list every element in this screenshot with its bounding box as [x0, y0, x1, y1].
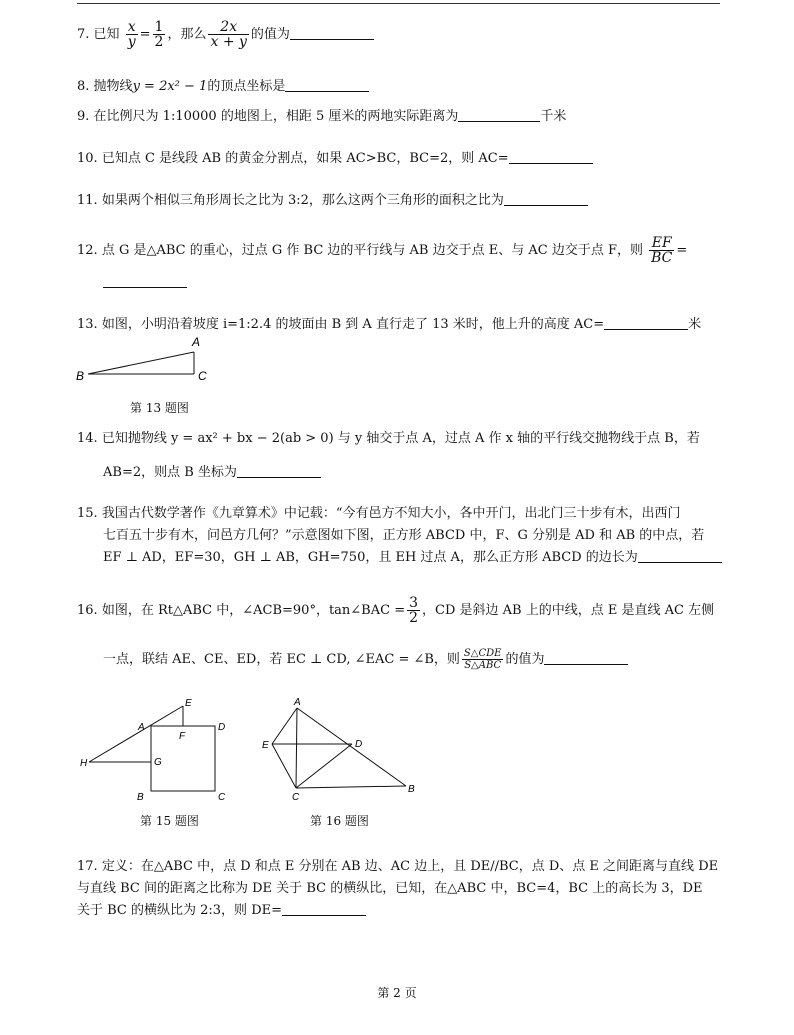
label-f: F — [179, 731, 186, 742]
label-b: B — [408, 784, 415, 795]
question-8: 8. 抛物线y = 2x² − 1的顶点坐标是 — [77, 76, 722, 98]
segment-ec — [272, 744, 296, 788]
fraction-area-ratio: $\frac{\text{S△CDE}}{\text{S△ABC}}$ — [463, 648, 502, 671]
answer-blank[interactable] — [285, 77, 369, 92]
question-7: 7. 已知 $\frac{x}{y}$ = $\frac{1}{2}$ ，那么 $\frac{2x}{x + y}$ 的值为 — [77, 20, 722, 49]
figure-16-triangle — [258, 696, 428, 808]
segment-ea — [272, 708, 297, 744]
figure-16-caption: 第 16 题图 — [310, 814, 369, 828]
fraction-x-over-y: $\frac{x}{y}$ — [127, 19, 136, 50]
page-number: 第 2 页 — [377, 986, 417, 1000]
question-14-line2: AB=2，则点 B 坐标为 — [77, 462, 722, 484]
header-rule — [77, 3, 720, 4]
answer-blank[interactable] — [509, 149, 593, 164]
answer-blank[interactable] — [604, 315, 688, 330]
label-a: A — [192, 335, 201, 349]
label-e: E — [185, 698, 192, 709]
fraction-three-halves: $\frac{3}{2}$ — [409, 595, 419, 626]
label-c: C — [198, 369, 207, 383]
question-14: 14. 已知抛物线 y = ax² + bx − 2(ab > 0) 与 y 轴交于点 A，过点 A 作 x 轴的平行线交抛物线于点 B，若 — [77, 431, 700, 446]
figure-15-square — [78, 696, 248, 808]
label-b: B — [76, 369, 85, 383]
slope-line-ba — [88, 352, 194, 374]
question-10: 10. 已知点 C 是线段 AB 的黄金分割点，如果 AC>BC，BC=2，则 AC= — [77, 148, 722, 170]
answer-blank[interactable] — [290, 25, 374, 40]
question-12: 12. 点 G 是△ABC 的重心，过点 G 作 BC 边的平行线与 AB 边交于点 E、与 AC 边交于点 F，则 $\frac{EF}{BC}$ = — [77, 235, 688, 266]
figure-13-caption: 第 13 题图 — [130, 401, 189, 415]
fraction-ef-over-bc: $\frac{EF}{BC}$ — [651, 235, 673, 266]
question-15: 15. 我国古代数学著作《九章算术》中记载：“今有邑方不知大小，各中开门，出北门三十步有木，出西门 — [77, 506, 681, 521]
question-9: 9. 在比例尺为 1:10000 的地图上，相距 5 厘米的两地实际距离为 千米 — [77, 109, 567, 124]
label-a: A — [138, 722, 145, 733]
label-b: B — [137, 792, 144, 803]
answer-blank[interactable] — [282, 901, 366, 916]
question-17: 17. 定义：在△ABC 中，点 D 和点 E 分别在 AB 边、AC 边上，且 DE//BC，点 D、点 E 之间距离与直线 DE — [77, 859, 719, 874]
question-16-line2: 一点，联结 AE、CE、ED，若 EC ⊥ CD, ∠EAC = ∠B，则 $\frac{\text{S△CDE}}{\text{S△ABC}}$ 的值为 — [77, 648, 722, 671]
question-15-line2: 七百五十步有木，问邑方几何？”示意图如下图，正方形 ABCD 中，F、G 分别是 AD 和 AB 的中点，若 — [103, 528, 705, 543]
label-h: H — [80, 758, 88, 769]
question-13: 13. 如图，小明沿着坡度 i=1:2.4 的坡面由 B 到 A 直行走了 13 米时，他上升的高度 AC= 米 — [77, 317, 702, 332]
label-c: C — [218, 792, 226, 803]
segment-cb — [296, 786, 406, 788]
segment-ac — [296, 708, 297, 788]
segment-cd — [296, 744, 352, 788]
question-15-line3: EF ⊥ AD，EF=30，GH ⊥ AB，GH=750，且 EH 过点 A，那么正方形 ABCD 的边长为 — [77, 547, 722, 569]
figure-13-slope — [74, 334, 224, 390]
figure-15-caption: 第 15 题图 — [140, 814, 199, 828]
answer-blank[interactable] — [638, 548, 722, 563]
question-17-line2: 与直线 BC 间的距离之比称为 DE 关于 BC 的横纵比，已知，在△ABC 中，BC=4，BC 上的高长为 3，DE — [77, 881, 703, 896]
question-17-line3: 关于 BC 的横纵比为 2:3，则 DE= — [77, 900, 722, 922]
label-e: E — [262, 740, 269, 751]
fraction-2x-over-x-plus-y: $\frac{2x}{x + y}$ — [210, 19, 247, 50]
label-c: C — [292, 792, 300, 803]
answer-blank[interactable] — [237, 463, 321, 478]
label-a: A — [294, 697, 301, 708]
answer-blank[interactable] — [103, 273, 187, 288]
answer-blank[interactable] — [458, 107, 540, 122]
label-d: D — [355, 739, 363, 750]
fraction-one-half: $\frac{1}{2}$ — [154, 19, 164, 50]
label-d: D — [218, 722, 226, 733]
answer-blank[interactable] — [504, 191, 588, 206]
label-g: G — [154, 757, 162, 768]
question-16: 16. 如图，在 Rt△ABC 中，∠ACB=90°，tan∠BAC = $\frac{3}{2}$ ，CD 是斜边 AB 上的中线，点 E 是直线 AC 左侧 — [77, 595, 715, 626]
question-12-answer — [77, 272, 722, 294]
answer-blank[interactable] — [544, 650, 628, 665]
segment-eh — [89, 706, 183, 762]
question-11: 11. 如果两个相似三角形周长之比为 3:2，那么这两个三角形的面积之比为 — [77, 190, 722, 212]
